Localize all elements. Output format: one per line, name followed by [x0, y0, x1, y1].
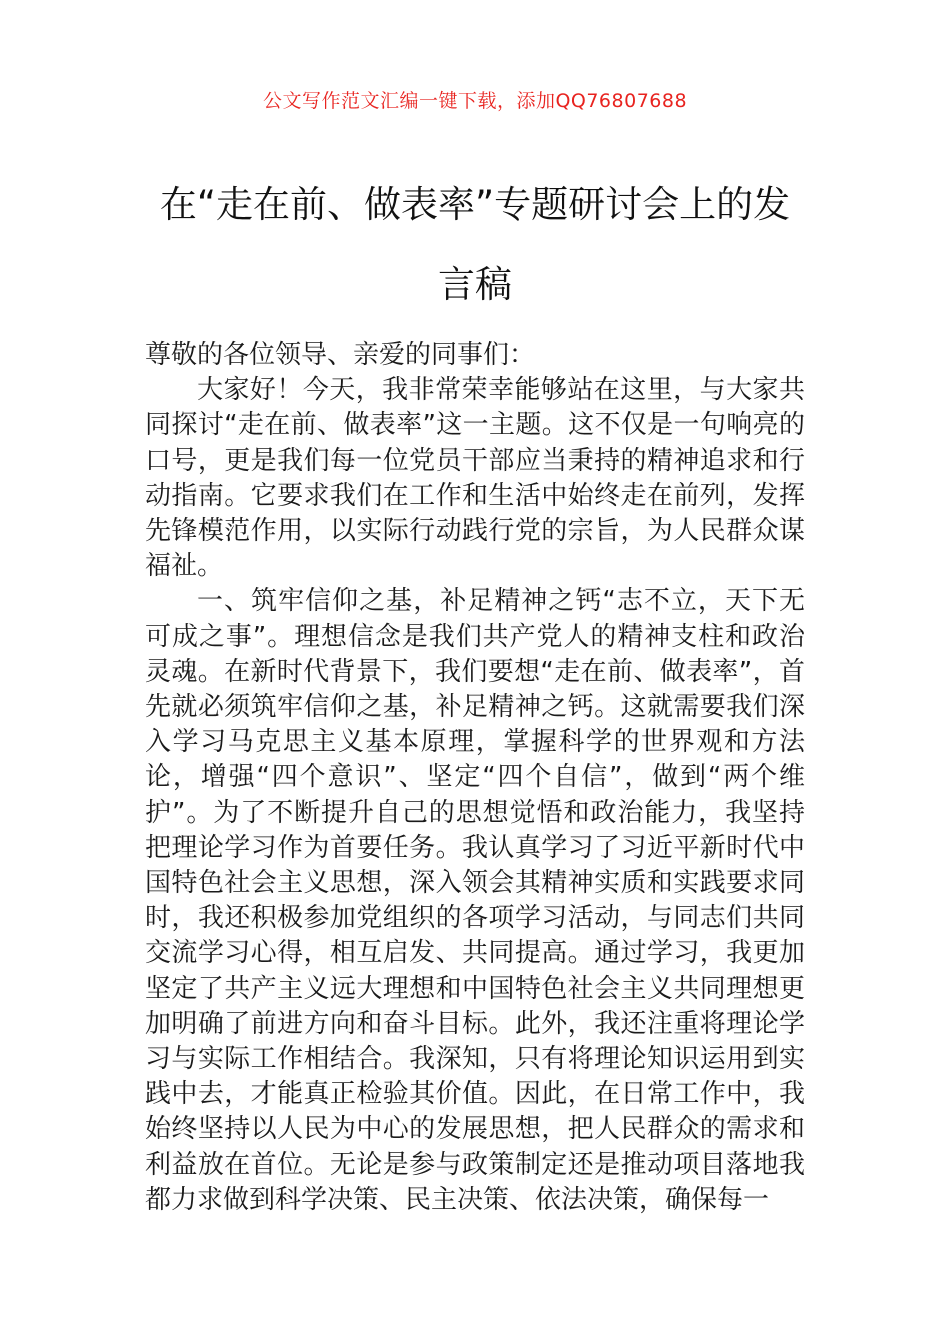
download-notice: 公文写作范文汇编一键下载，添加QQ76807688 — [262, 90, 688, 112]
paragraph-section-one: 一、筑牢信仰之基，补足精神之钙“志不立，天下无可成之事”。理想信念是我们共产党人的精神支柱和政治灵魂。在新时代背景下，我们要想“走在前、做表率”，首先就必须筑牢信仰之基，补足精神之钙。这就需要我们深入学习马克思主义基本原理，掌握科学的世界观和方法论，增强“四个意识”、坚定“四个自信”，做到“两个维护”。为了不断提升自己的思想觉悟和政治能力，我坚持把理论学习作为首要任务。我认真学习了习近平新时代中国特色社会主义思想，深入领会其精神实质和实践要求同时，我还积极参加党组织的各项学习活动，与同志们共同交流学习心得，相互启发、共同提高。通过学习，我更加坚定了共产主义远大理想和中国特色社会主义共同理想更加明确了前进方向和奋斗目标。此外，我还注重将理论学习与实际工作相结合。我深知，只有将理论知识运用到实践中去，才能真正检验其价值。因此，在日常工作中，我始终坚持以人民为中心的发展思想，把人民群众的需求和利益放在首位。无论是参与政策制定还是推动项目落地我都力求做到科学决策、民主决策、依法决策，确保每一 — [145, 586, 805, 1215]
document-title: 在“走在前、做表率”专题研讨会上的发言稿 — [159, 183, 791, 306]
salutation: 尊敬的各位领导、亲爱的同事们： — [145, 340, 536, 370]
document-body — [145, 338, 805, 1218]
paragraph-greeting: 大家好！今天，我非常荣幸能够站在这里，与大家共同探讨“走在前、做表率”这一主题。这不仅是一句响亮的口号，更是我们每一位党员干部应当秉持的精神追求和行动指南。它要求我们在工作和生活中始终走在前列，发挥先锋模范作用，以实际行动践行党的宗旨，为人民群众谋福祉。 — [145, 375, 805, 582]
